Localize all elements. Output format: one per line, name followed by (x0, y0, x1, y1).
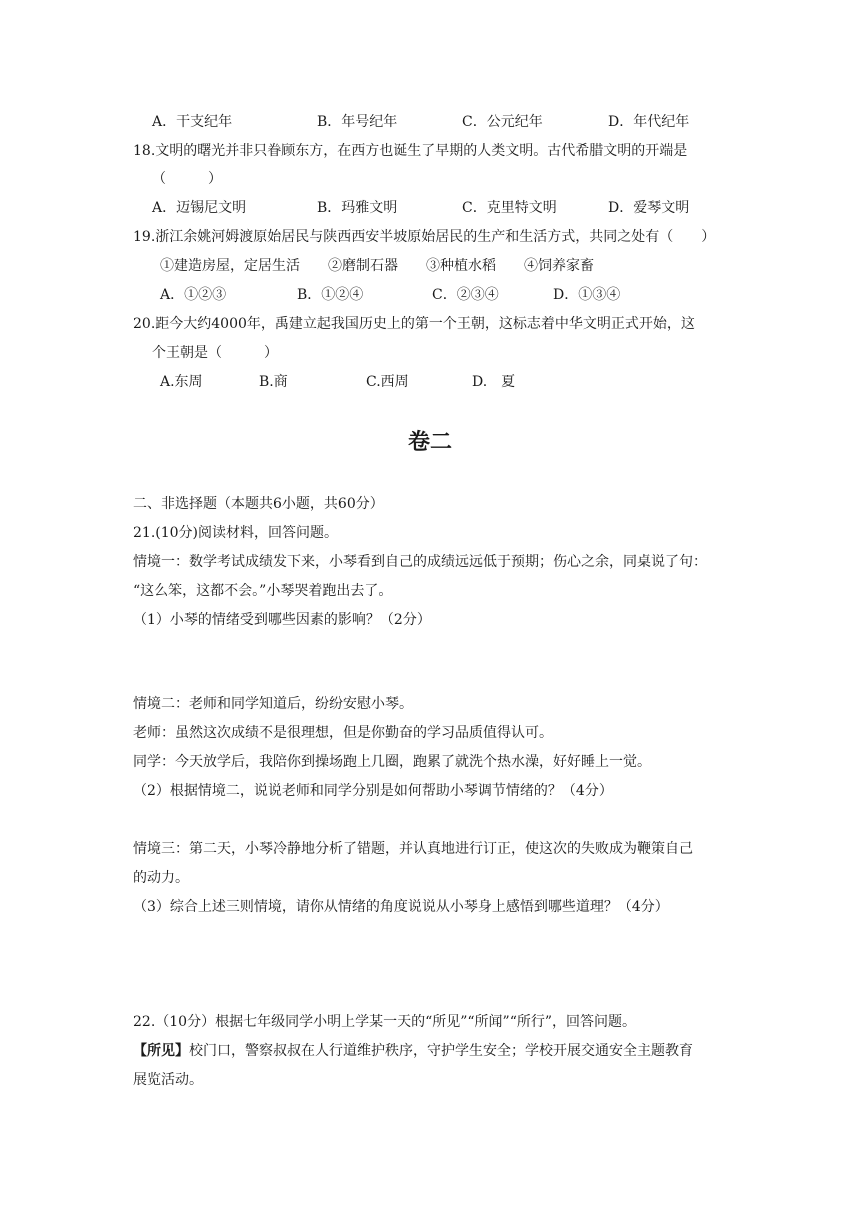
q17-option-b: B．年号纪年 (317, 114, 398, 130)
q20-option-c: C.西周 (366, 374, 409, 390)
q20-stem-line2: 个王朝是（ ） (152, 345, 278, 361)
q22-seen-text: 校门口，警察叔叔在人行道维护秩序，守护学生安全；学校开展交通安全主题教育 (189, 1043, 693, 1059)
q19-option-d: D．①③④ (553, 287, 621, 303)
q17-option-d: D．年代纪年 (608, 114, 690, 130)
section-title: 卷二 (407, 430, 452, 455)
q18-option-d: D．爱琴文明 (608, 200, 690, 216)
q20-option-a: A.东周 (160, 374, 203, 390)
q19-option-a: A．①②③ (160, 287, 227, 303)
q19-option-b: B．①②④ (297, 287, 364, 303)
q22-seen-line2: 展览活动。 (133, 1072, 203, 1088)
q18-option-c: C．克里特文明 (462, 200, 557, 216)
q19-stem: 19.浙江余姚河姆渡原始居民与陕西西安半坡原始居民的生产和生活方式，共同之处有（ ） (133, 229, 716, 245)
q18-option-b: B．玛雅文明 (317, 200, 398, 216)
q18-stem-line1: 18.文明的曙光并非只眷顾东方，在西方也诞生了早期的人类文明。古代希腊文明的开端是 (133, 143, 688, 159)
q21-subquestion-2: （2）根据情境二，说说老师和同学分别是如何帮助小琴调节情绪的？（4分） (133, 783, 613, 799)
q21-teacher-remark: 老师：虽然这次成绩不是很理想，但是你勤奋的学习品质值得认可。 (133, 725, 553, 741)
q20-option-b: B.商 (259, 374, 288, 390)
section-heading: 二、非选择题（本题共6小题，共60分） (133, 496, 384, 512)
q22-seen-line1 (133, 1041, 693, 1061)
q22-stem: 22.（10分）根据七年级同学小明上学某一天的“所见”“所闻”“所行”，回答问题。 (133, 1014, 637, 1030)
q19-option-c: C．②③④ (432, 287, 499, 303)
q18-stem-line2: （ ） (152, 171, 222, 187)
q21-subquestion-3: （3）综合上述三则情境，请你从情绪的角度说说从小琴身上感悟到哪些道理？（4分） (133, 899, 669, 915)
q17-option-c: C．公元纪年 (462, 114, 543, 130)
q21-scene2: 情境二：老师和同学知道后，纷纷安慰小琴。 (133, 696, 413, 712)
q21-scene1-line1: 情境一：数学考试成绩发下来，小琴看到自己的成绩远远低于预期；伤心之余，同桌说了句： (133, 554, 707, 570)
q18-option-a: A．迈锡尼文明 (152, 200, 247, 216)
q20-option-d: D. 夏 (472, 374, 516, 390)
q17-option-a: A．干支纪年 (152, 114, 233, 130)
q21-subquestion-1: （1）小琴的情绪受到哪些因素的影响？（2分） (133, 612, 431, 628)
q21-classmate-remark: 同学：今天放学后，我陪你到操场跑上几圈，跑累了就洗个热水澡，好好睡上一觉。 (133, 754, 651, 770)
q21-scene1-line2: “这么笨，这都不会。”小琴哭着跑出去了。 (133, 583, 393, 599)
q21-scene3-line2: 的动力。 (133, 870, 189, 886)
q19-items: ①建造房屋，定居生活 ②磨制石器 ③种植水稻 ④饲养家畜 (160, 258, 594, 274)
q21-scene3-line1: 情境三：第二天，小琴冷静地分析了错题，并认真地进行订正，使这次的失败成为鞭策自己 (133, 841, 693, 857)
q21-stem: 21.(10分)阅读材料，回答问题。 (133, 525, 339, 541)
q22-seen-label: 【所见】 (133, 1043, 189, 1059)
q20-stem-line1: 20.距今大约4000年，禹建立起我国历史上的第一个王朝，这标志着中华文明正式开始，这 (133, 316, 695, 332)
